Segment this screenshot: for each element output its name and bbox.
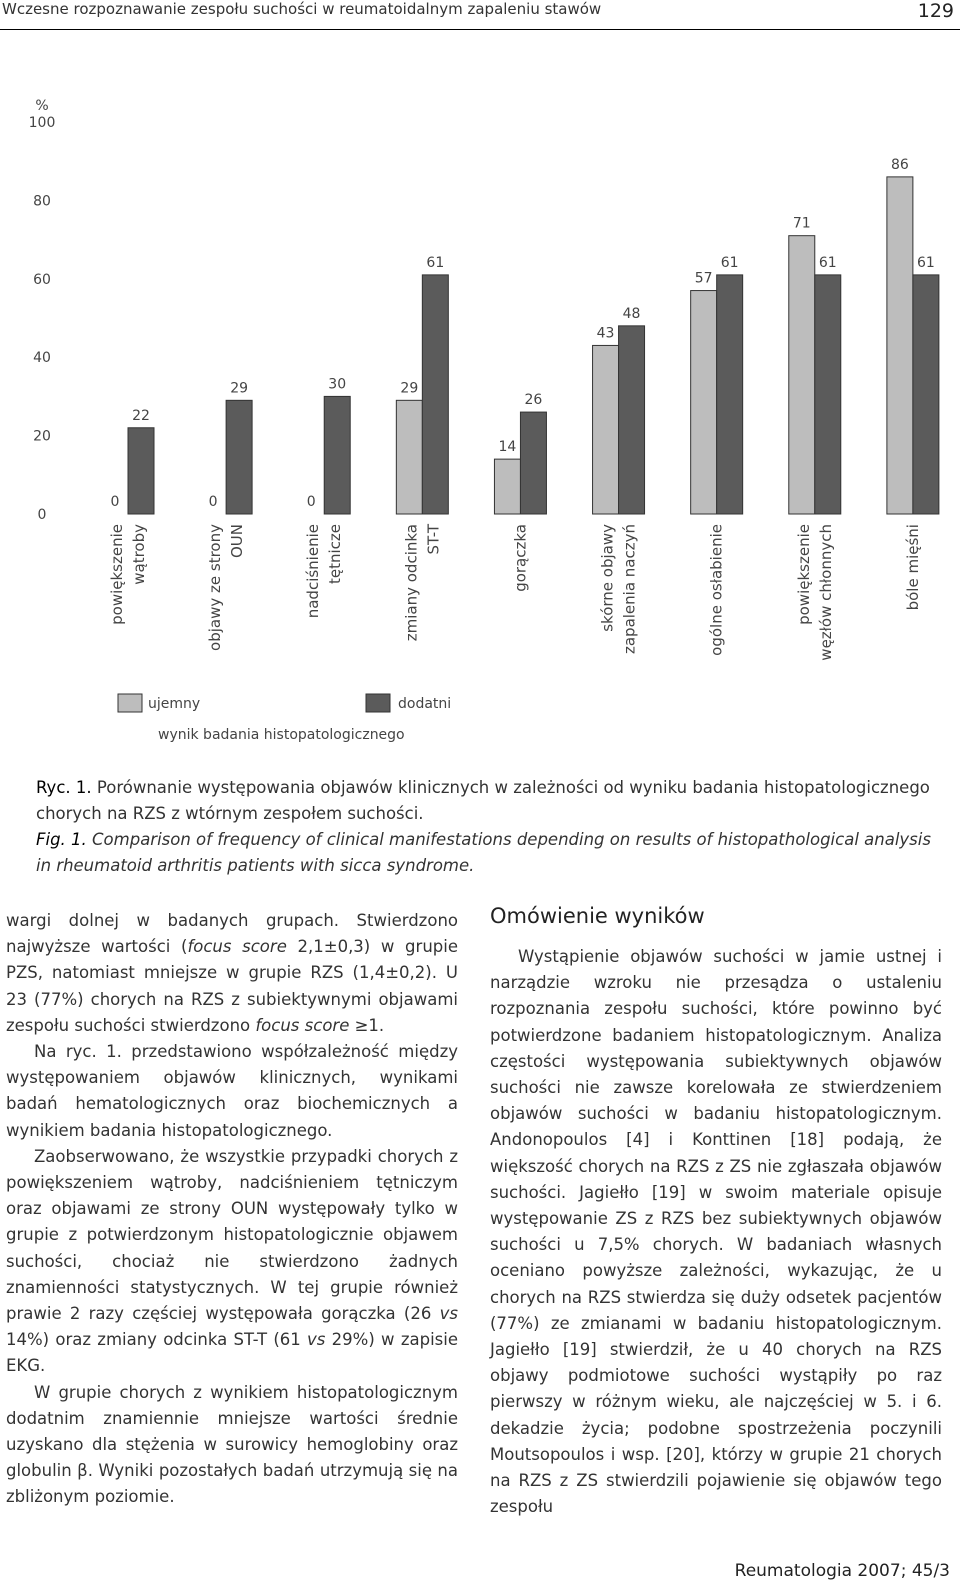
bar-dodatni — [324, 396, 350, 514]
left-column — [6, 908, 458, 1511]
data-label: 0 — [208, 494, 218, 510]
text-run: 29%) w zapisie EKG. — [6, 1330, 458, 1376]
paragraph — [6, 908, 458, 1039]
x-category-label: nadciśnienie — [304, 524, 323, 619]
bar-ujemny — [789, 236, 815, 514]
text-run: wargi dolnej w badanych grupach. Stwierdzono najwyższe wartości ( — [6, 911, 458, 957]
paragraph — [6, 1144, 458, 1380]
legend-label: dodatni — [398, 696, 452, 712]
caption-text-en: Comparison of frequency of clinical manifestations depending on results of histopathological analysis in rheumatoid arthritis patients with sicca syndrome. — [36, 830, 931, 875]
data-label: 30 — [328, 376, 347, 393]
data-label: 71 — [792, 215, 811, 232]
x-category-label: wątroby — [130, 524, 148, 585]
data-label: 61 — [426, 254, 445, 271]
data-label: 61 — [818, 254, 837, 271]
paragraph: Wystąpienie objawów suchości w jamie ustnej i narządzie wzroku nie przesądza o ustaleniu rozpoznania zespołu suchości, które powinno być potwierdzone badaniem histopatologicznym. Analiza częstości występowania subiektywnych objawów suchości nie zawsze korelowała ze stwierdzeniem objawów suchości w badaniu histopatologicznym. Andonopoulos [4] i Konttinen [18] podają, że większość chorych na RZS z ZS nie zgłaszała objawów suchości. Jagiełło [19] w swoim materiale opisuje występowanie ZS z RZS bez subiektywnych objawów suchości u 7,5% chorych. W badaniach własnych oceniano powyższe zależności, wykazując, że u chorych na RZS stwierdza się duży odsetek pacjentów (77%) ze zmianami w badaniu histopatologicznym. Jagiełło [19] stwierdził, że u 40 chorych na RZS objawy podmiotowe suchości wystąpiły po raz pierwszy w różnym wieku, ale najczęściej w 5. i 6. dekadzie życia; podobne spostrzeżenia poczynili Moutsopoulos i wsp. [20], którzy w grupie 21 chorych na RZS z ZS stwierdzili pojawienie się objawów tego zespołu — [490, 947, 942, 1517]
page-number: 129 — [917, 0, 954, 22]
x-category-label: OUN — [228, 524, 247, 559]
italic-term: focus score — [255, 1015, 350, 1035]
text-run: 14%) oraz zmiany odcinka ST-T (61 — [6, 1330, 308, 1350]
y-tick-label: 60 — [33, 271, 51, 288]
x-category-label: bóle mięśni — [903, 524, 922, 611]
data-label: 86 — [890, 156, 909, 173]
x-category-label: zmiany odcinka — [402, 524, 421, 642]
section-heading: Omówienie wyników — [490, 904, 705, 928]
x-category-label: tętnicze — [326, 524, 345, 585]
y-tick-label: 20 — [33, 428, 51, 445]
text-run: Zaobserwowano, że wszystkie przypadki chorych z powiększeniem wątroby, nadciśnieniem tętniczym oraz objawami ze strony OUN występowały tylko w grupie z potwierdzonym histopatologicznie objawem suchości, chociaż nie stwierdzono żadnych znamienności statystycznych. W tej grupie również prawie 2 razy częściej występowała gorączka (26 — [6, 1146, 458, 1324]
data-label: 29 — [230, 380, 249, 397]
italic-term: focus score — [187, 937, 287, 957]
data-label: 29 — [400, 380, 419, 397]
legend-title: wynik badania histopatologicznego — [158, 727, 405, 743]
data-label: 48 — [622, 305, 641, 322]
data-label: 0 — [110, 494, 120, 510]
data-label: 43 — [596, 325, 615, 342]
legend-label: ujemny — [148, 696, 201, 712]
data-label: 22 — [132, 407, 150, 424]
bar-ujemny — [396, 400, 422, 514]
caption-label-en: Fig. 1. — [36, 830, 87, 849]
y-axis-unit-label: % — [35, 98, 49, 114]
x-category-label: ST-T — [424, 524, 443, 555]
legend-swatch-ujemny — [118, 694, 142, 712]
right-column — [490, 904, 942, 1520]
data-label: 57 — [694, 270, 713, 287]
italic-term: vs — [307, 1330, 326, 1350]
y-tick-label: 100 — [28, 115, 56, 131]
x-category-label: powiększenie — [108, 524, 126, 625]
y-tick-label: 0 — [37, 507, 47, 523]
italic-term: vs — [439, 1304, 458, 1324]
bar-ujemny — [593, 345, 619, 514]
x-category-label: gorączka — [511, 524, 530, 592]
bar-dodatni — [520, 412, 546, 514]
bar-dodatni — [815, 275, 841, 514]
data-label: 61 — [916, 254, 935, 271]
bar-dodatni — [128, 428, 154, 514]
data-label: 0 — [306, 494, 316, 510]
bar-dodatni — [226, 400, 252, 514]
x-category-label: węzłów chłonnych — [816, 524, 835, 661]
caption-label-pl: Ryc. 1. — [36, 778, 92, 797]
bar-ujemny — [494, 459, 520, 514]
bar-ujemny — [887, 177, 913, 514]
bar-dodatni — [422, 275, 448, 514]
figure-caption-en — [36, 827, 936, 879]
x-category-label: skórne objawy — [598, 524, 617, 632]
x-category-label: zapalenia naczyń — [620, 524, 639, 655]
paragraph: Na ryc. 1. przedstawiono współzależność między występowaniem objawów klinicznych, wynikami badań hematologicznych oraz biochemicznych a wynikiem badania histopatologicznego. — [6, 1042, 458, 1140]
bar-dodatni — [913, 275, 939, 514]
x-category-label: objawy ze strony — [206, 524, 225, 651]
data-label: 61 — [720, 254, 739, 271]
x-category-label: ogólne osłabienie — [707, 524, 726, 656]
y-tick-label: 80 — [33, 193, 51, 210]
text-run: ≥1. — [349, 1015, 385, 1035]
running-title: Wczesne rozpoznawanie zespołu suchości w reumatoidalnym zapaleniu stawów — [2, 0, 602, 18]
journal-footer: Reumatologia 2007; 45/3 — [734, 1561, 950, 1581]
legend-swatch-dodatni — [366, 694, 390, 712]
bar-ujemny — [691, 291, 717, 514]
caption-text-pl: Porównanie występowania objawów klinicznych w zależności od wyniku badania histopatologicznego chorych na RZS z wtórnym zespołem suchości. — [36, 778, 930, 823]
bar-chart — [0, 40, 960, 770]
figure-caption-pl — [36, 775, 936, 827]
x-category-label: powiększenie — [794, 524, 813, 625]
y-tick-label: 40 — [33, 350, 51, 367]
data-label: 26 — [524, 392, 543, 409]
data-label: 14 — [498, 439, 517, 456]
running-head — [0, 0, 960, 30]
bar-dodatni — [717, 275, 743, 514]
text-run: 2,1±0,3) w grupie PZS, natomiast mniejsze w grupie RZS (1,4±0,2). U 23 (77%) chorych na RZS z subiektywnymi objawami zespołu suchości stwierdzono — [6, 937, 458, 1035]
bar-dodatni — [619, 326, 645, 514]
paragraph: W grupie chorych z wynikiem histopatologicznym dodatnim znamiennie mniejsze wartości średnie uzyskano dla stężenia w surowicy hemoglobiny oraz globulin β. Wyniki pozostałych badań utrzymują się na zbliżonym poziomie. — [6, 1382, 458, 1507]
